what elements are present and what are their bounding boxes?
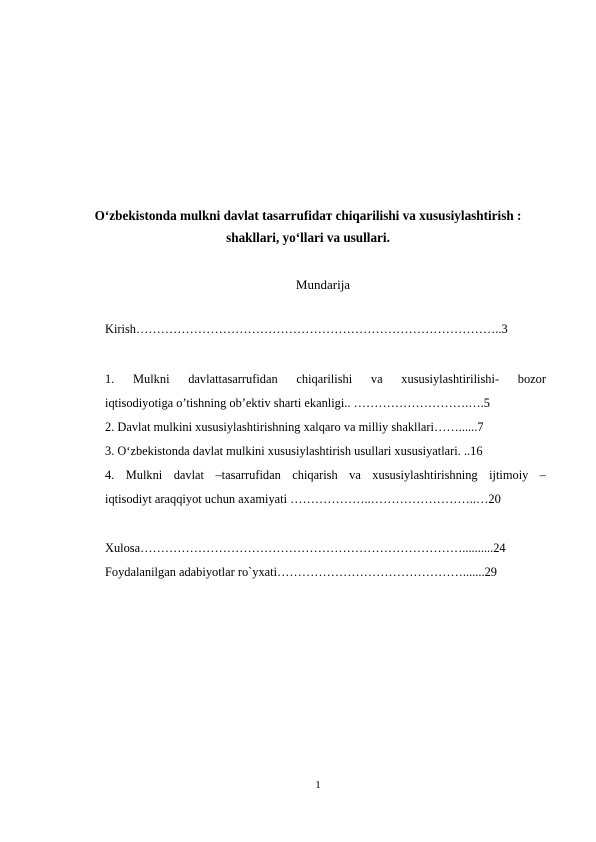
toc-entry-references: Foydalanilgan adabiyotlar ro`yxati……………………………………….......29 bbox=[105, 565, 497, 579]
toc-entry-2: 2. Davlat mulkini xususiylashtirishning xalqaro va milliy shakllari……......7 bbox=[105, 420, 484, 434]
toc-entry-intro: Kirish……………………………………………………………………………..3 bbox=[105, 322, 508, 336]
toc-entry-4-line-2: iqtisodiyt araqqiyot uchun axamiyati ………………..……………………..…20 bbox=[105, 492, 501, 506]
toc-entry-4-line-1: 4. Mulkni davlat –tasarrufidan chiqarish va xususiylashtirishning ijtimoiy – bbox=[105, 468, 546, 482]
toc-entry-1-line-2: iqtisodiyotiga o’tishning ob’ektiv sharti ekanligi.. ……………………….….5 bbox=[105, 396, 490, 410]
document-title-line-2: shakllari, yo‘llari va usullari. bbox=[226, 230, 390, 245]
toc-entry-3: 3. O‘zbekistonda davlat mulkini xususiylashtirish usullari xususiyatlari. ..16 bbox=[105, 444, 483, 458]
page-number: 1 bbox=[315, 779, 321, 791]
document-title-line-1: O‘zbekistonda mulkni davlat tasarrufidaт chiqarilishi va xususiylashtirish : bbox=[94, 208, 522, 223]
toc-entry-1-line-1: 1. Mulkni davlattasarrufidan chiqarilishi va xususiylashtirilishi- bozor bbox=[105, 372, 546, 386]
contents-heading: Mundarija bbox=[295, 277, 351, 292]
toc-entry-conclusion: Xulosa……………………………………………………………………..........24 bbox=[105, 541, 506, 555]
